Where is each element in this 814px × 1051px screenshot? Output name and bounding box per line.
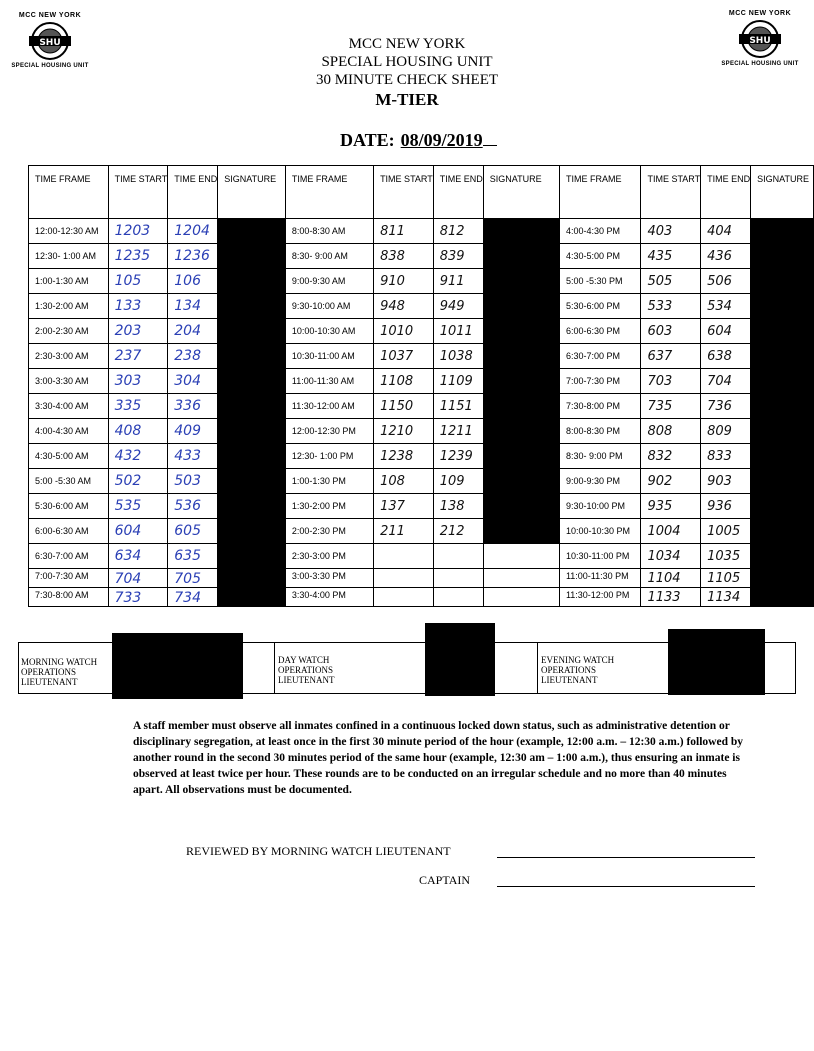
time-end-cell[interactable]: 949	[433, 294, 483, 319]
time-frame-cell: 5:00 -5:30 AM	[29, 469, 109, 494]
header-signature: SIGNATURE	[483, 166, 559, 219]
redacted-signature-cell[interactable]	[218, 494, 286, 519]
time-frame-cell: 3:00-3:30 PM	[285, 569, 373, 588]
redacted-day-signature	[425, 623, 495, 696]
table-row	[29, 419, 814, 444]
time-start-cell[interactable]: 237	[108, 344, 168, 369]
redacted-signature-cell[interactable]	[751, 269, 814, 294]
time-frame-cell: 11:00-11:30 AM	[285, 369, 373, 394]
header-time-start: TIME START	[641, 166, 701, 219]
header-signature: SIGNATURE	[218, 166, 286, 219]
time-end-cell[interactable]: 809	[701, 419, 751, 444]
time-end-cell[interactable]: 106	[168, 269, 218, 294]
time-start-cell[interactable]: 1235	[108, 244, 168, 269]
time-start-cell[interactable]: 1108	[374, 369, 434, 394]
time-start-cell[interactable]: 435	[641, 244, 701, 269]
table-row	[29, 344, 814, 369]
table-row	[29, 569, 814, 588]
redacted-signature-cell[interactable]	[483, 244, 559, 269]
time-frame-cell: 1:30-2:00 AM	[29, 294, 109, 319]
table-row	[29, 294, 814, 319]
time-start-cell[interactable]: 832	[641, 444, 701, 469]
redacted-signature-cell[interactable]	[751, 494, 814, 519]
time-start-cell[interactable]: 1004	[641, 519, 701, 544]
logo-bottom-text: SPECIAL HOUSING UNIT	[721, 61, 799, 67]
time-end-cell[interactable]: 436	[701, 244, 751, 269]
redacted-signature-cell[interactable]	[751, 544, 814, 569]
time-start-cell[interactable]: 733	[108, 588, 168, 607]
reviewed-signature-line[interactable]	[497, 857, 755, 858]
header-time-end: TIME END	[701, 166, 751, 219]
time-start-cell[interactable]: 910	[374, 269, 434, 294]
time-end-cell[interactable]: 1011	[433, 319, 483, 344]
time-end-cell[interactable]: 1105	[701, 569, 751, 588]
table-row	[29, 244, 814, 269]
signature-cell[interactable]	[483, 588, 559, 607]
time-start-cell[interactable]: 133	[108, 294, 168, 319]
time-end-cell[interactable]: 704	[701, 369, 751, 394]
time-end-cell[interactable]: 638	[701, 344, 751, 369]
header-time-end: TIME END	[433, 166, 483, 219]
captain-label: CAPTAIN	[419, 873, 471, 887]
time-end-cell[interactable]: 812	[433, 219, 483, 244]
time-frame-cell: 4:00-4:30 AM	[29, 419, 109, 444]
redacted-signature-cell[interactable]	[483, 494, 559, 519]
redacted-signature-cell[interactable]	[218, 344, 286, 369]
time-end-cell[interactable]: 336	[168, 394, 218, 419]
time-end-cell[interactable]: 1038	[433, 344, 483, 369]
time-start-cell[interactable]: 808	[641, 419, 701, 444]
time-frame-cell: 6:30-7:00 AM	[29, 544, 109, 569]
redacted-signature-cell[interactable]	[218, 369, 286, 394]
time-frame-cell: 10:00-10:30 PM	[559, 519, 641, 544]
time-end-cell[interactable]: 1134	[701, 588, 751, 607]
time-start-cell[interactable]: 637	[641, 344, 701, 369]
time-frame-cell: 12:30- 1:00 AM	[29, 244, 109, 269]
time-end-cell[interactable]: 503	[168, 469, 218, 494]
time-start-cell[interactable]: 1010	[374, 319, 434, 344]
title-line-3: 30 MINUTE CHECK SHEET	[315, 72, 499, 88]
redacted-signature-cell[interactable]	[218, 544, 286, 569]
redacted-signature-cell[interactable]	[751, 444, 814, 469]
time-end-cell[interactable]: 536	[168, 494, 218, 519]
redacted-signature-cell[interactable]	[751, 219, 814, 244]
day-lieutenant-label: DAY WATCH OPERATIONS LIEUTENANT	[278, 655, 335, 685]
time-end-cell[interactable]: 605	[168, 519, 218, 544]
time-frame-cell: 2:00-2:30 PM	[285, 519, 373, 544]
date-value: 08/09/2019	[400, 130, 483, 150]
logo-top-text: MCC NEW YORK	[728, 10, 792, 17]
time-frame-cell: 7:30-8:00 PM	[559, 394, 641, 419]
date-label: DATE:	[340, 130, 395, 150]
table-row	[29, 519, 814, 544]
time-end-cell[interactable]: 109	[433, 469, 483, 494]
header-time-frame: TIME FRAME	[559, 166, 641, 219]
time-start-cell[interactable]: 1150	[374, 394, 434, 419]
redacted-signature-cell[interactable]	[751, 519, 814, 544]
time-end-cell[interactable]: 635	[168, 544, 218, 569]
table-row	[29, 588, 814, 607]
time-frame-cell: 12:00-12:30 PM	[285, 419, 373, 444]
time-frame-cell: 10:30-11:00 PM	[559, 544, 641, 569]
time-start-cell[interactable]: 203	[108, 319, 168, 344]
check-table	[28, 165, 814, 607]
time-start-cell[interactable]: 137	[374, 494, 434, 519]
time-start-cell[interactable]: 838	[374, 244, 434, 269]
time-start-cell[interactable]: 1203	[108, 219, 168, 244]
header-time-frame: TIME FRAME	[285, 166, 373, 219]
table-row	[29, 469, 814, 494]
header-time-end: TIME END	[168, 166, 218, 219]
date-field	[340, 130, 497, 151]
table-row	[29, 319, 814, 344]
logo-bottom-text: SPECIAL HOUSING UNIT	[11, 63, 89, 69]
time-start-cell[interactable]: 303	[108, 369, 168, 394]
redacted-evening-signature	[668, 629, 765, 695]
evening-lieutenant-label: EVENING WATCH OPERATIONS LIEUTENANT	[541, 655, 615, 685]
time-frame-cell: 7:00-7:30 PM	[559, 369, 641, 394]
time-frame-cell: 8:00-8:30 AM	[285, 219, 373, 244]
signature-cell[interactable]	[483, 544, 559, 569]
time-start-cell[interactable]: 105	[108, 269, 168, 294]
time-start-cell[interactable]: 1238	[374, 444, 434, 469]
table-row	[29, 394, 814, 419]
table-row	[29, 269, 814, 294]
redacted-signature-cell[interactable]	[751, 244, 814, 269]
time-frame-cell: 4:30-5:00 AM	[29, 444, 109, 469]
time-end-cell[interactable]: 839	[433, 244, 483, 269]
time-frame-cell: 1:30-2:00 PM	[285, 494, 373, 519]
time-end-cell[interactable]: 1211	[433, 419, 483, 444]
time-frame-cell: 2:30-3:00 PM	[285, 544, 373, 569]
time-start-cell[interactable]: 211	[374, 519, 434, 544]
time-start-cell[interactable]: 502	[108, 469, 168, 494]
time-frame-cell: 4:00-4:30 PM	[559, 219, 641, 244]
svg-text:SHU: SHU	[39, 38, 61, 48]
reviewed-by-label: REVIEWED BY MORNING WATCH LIEUTENANT	[186, 844, 451, 858]
time-start-cell[interactable]: 505	[641, 269, 701, 294]
table-row	[29, 544, 814, 569]
logo-top-text: MCC NEW YORK	[18, 12, 82, 19]
time-start-cell[interactable]: 403	[641, 219, 701, 244]
time-end-cell[interactable]: 705	[168, 569, 218, 588]
time-frame-cell: 9:30-10:00 PM	[559, 494, 641, 519]
title-line-4: M-TIER	[375, 90, 439, 109]
time-start-cell[interactable]: 902	[641, 469, 701, 494]
time-end-cell[interactable]: 433	[168, 444, 218, 469]
time-start-cell[interactable]: 1104	[641, 569, 701, 588]
time-end-cell[interactable]: 1236	[168, 244, 218, 269]
time-start-cell[interactable]: 1034	[641, 544, 701, 569]
redacted-signature-cell[interactable]	[218, 244, 286, 269]
time-frame-cell: 3:30-4:00 PM	[285, 588, 373, 607]
policy-notice: A staff member must observe all inmates confined in a continuous locked down status, such as administrative detention or disciplinary segregation, at least once in the first 30 minute period of the hour (example, 12:00 a.m. – 12:30 a.m.) followed by another round in the second 30 minutes period of the same hour (example, 12:30 am – 1:00 a.m.), thus ensuring an inmate is observed at least twice per hour. These rounds are to be conducted on an irregular schedule and no more than 40 minutes apart. All observations must be documented.	[133, 720, 743, 796]
redacted-signature-cell[interactable]	[218, 469, 286, 494]
redacted-signature-cell[interactable]	[218, 444, 286, 469]
time-frame-cell: 3:30-4:00 AM	[29, 394, 109, 419]
time-end-cell[interactable]: 1239	[433, 444, 483, 469]
time-end-cell[interactable]: 734	[168, 588, 218, 607]
redacted-signature-cell[interactable]	[218, 569, 286, 588]
time-end-cell[interactable]: 534	[701, 294, 751, 319]
redacted-signature-cell[interactable]	[218, 519, 286, 544]
time-frame-cell: 6:30-7:00 PM	[559, 344, 641, 369]
time-end-cell[interactable]: 1151	[433, 394, 483, 419]
redacted-signature-cell[interactable]	[751, 344, 814, 369]
time-end-cell[interactable]: 1109	[433, 369, 483, 394]
redacted-signature-cell[interactable]	[483, 344, 559, 369]
redacted-signature-cell[interactable]	[483, 394, 559, 419]
time-start-cell[interactable]: 704	[108, 569, 168, 588]
time-frame-cell: 5:30-6:00 PM	[559, 294, 641, 319]
time-start-cell[interactable]	[374, 544, 434, 569]
time-frame-cell: 3:00-3:30 AM	[29, 369, 109, 394]
redacted-signature-cell[interactable]	[483, 294, 559, 319]
redacted-signature-cell[interactable]	[218, 319, 286, 344]
time-start-cell[interactable]	[374, 569, 434, 588]
redacted-signature-cell[interactable]	[218, 419, 286, 444]
time-start-cell[interactable]: 604	[108, 519, 168, 544]
redacted-signature-cell[interactable]	[483, 219, 559, 244]
time-start-cell[interactable]: 703	[641, 369, 701, 394]
redacted-signature-cell[interactable]	[483, 469, 559, 494]
redacted-signature-cell[interactable]	[751, 569, 814, 588]
time-start-cell[interactable]: 735	[641, 394, 701, 419]
time-frame-cell: 2:00-2:30 AM	[29, 319, 109, 344]
time-frame-cell: 7:30-8:00 AM	[29, 588, 109, 607]
redacted-signature-cell[interactable]	[751, 294, 814, 319]
redacted-signature-cell[interactable]	[483, 319, 559, 344]
time-end-cell[interactable]	[433, 544, 483, 569]
time-start-cell[interactable]: 432	[108, 444, 168, 469]
time-frame-cell: 9:00-9:30 PM	[559, 469, 641, 494]
time-frame-cell: 4:30-5:00 PM	[559, 244, 641, 269]
time-end-cell[interactable]: 409	[168, 419, 218, 444]
time-end-cell[interactable]: 404	[701, 219, 751, 244]
time-start-cell[interactable]: 634	[108, 544, 168, 569]
header-signature: SIGNATURE	[751, 166, 814, 219]
time-frame-cell: 9:00-9:30 AM	[285, 269, 373, 294]
header-row	[29, 166, 814, 219]
table-row	[29, 444, 814, 469]
captain-signature-line[interactable]	[497, 886, 755, 887]
time-start-cell[interactable]: 335	[108, 394, 168, 419]
time-frame-cell: 5:00 -5:30 PM	[559, 269, 641, 294]
redacted-signature-cell[interactable]	[751, 419, 814, 444]
time-end-cell[interactable]: 134	[168, 294, 218, 319]
time-start-cell[interactable]: 108	[374, 469, 434, 494]
title-line-2: SPECIAL HOUSING UNIT	[321, 54, 493, 70]
time-end-cell[interactable]: 736	[701, 394, 751, 419]
redacted-signature-cell[interactable]	[483, 519, 559, 544]
time-frame-cell: 11:30-12:00 AM	[285, 394, 373, 419]
time-end-cell[interactable]: 833	[701, 444, 751, 469]
morning-lieutenant-label: MORNING WATCH OPERATIONS LIEUTENANT	[21, 657, 98, 687]
time-frame-cell: 6:00-6:30 AM	[29, 519, 109, 544]
table-row	[29, 494, 814, 519]
time-start-cell[interactable]: 811	[374, 219, 434, 244]
time-end-cell[interactable]: 212	[433, 519, 483, 544]
time-start-cell[interactable]: 533	[641, 294, 701, 319]
title-line-1: MCC NEW YORK	[348, 36, 466, 52]
time-end-cell[interactable]	[433, 569, 483, 588]
time-end-cell[interactable]: 506	[701, 269, 751, 294]
redacted-signature-cell[interactable]	[483, 419, 559, 444]
time-end-cell[interactable]: 304	[168, 369, 218, 394]
time-frame-cell: 10:00-10:30 AM	[285, 319, 373, 344]
header-time-start: TIME START	[374, 166, 434, 219]
time-frame-cell: 10:30-11:00 AM	[285, 344, 373, 369]
time-frame-cell: 12:00-12:30 AM	[29, 219, 109, 244]
redacted-signature-cell[interactable]	[218, 394, 286, 419]
redacted-signature-cell[interactable]	[218, 294, 286, 319]
time-frame-cell: 11:30-12:00 PM	[559, 588, 641, 607]
time-end-cell[interactable]: 936	[701, 494, 751, 519]
time-frame-cell: 8:30- 9:00 PM	[559, 444, 641, 469]
table-row	[29, 369, 814, 394]
time-start-cell[interactable]: 948	[374, 294, 434, 319]
header-time-start: TIME START	[108, 166, 168, 219]
redacted-signature-cell[interactable]	[751, 319, 814, 344]
time-frame-cell: 5:30-6:00 AM	[29, 494, 109, 519]
time-start-cell[interactable]	[374, 588, 434, 607]
time-end-cell[interactable]: 903	[701, 469, 751, 494]
redacted-signature-cell[interactable]	[751, 394, 814, 419]
time-end-cell[interactable]: 911	[433, 269, 483, 294]
time-start-cell[interactable]: 603	[641, 319, 701, 344]
time-frame-cell: 1:00-1:30 AM	[29, 269, 109, 294]
time-end-cell[interactable]: 204	[168, 319, 218, 344]
time-frame-cell: 9:30-10:00 AM	[285, 294, 373, 319]
time-frame-cell: 12:30- 1:00 PM	[285, 444, 373, 469]
time-start-cell[interactable]: 1210	[374, 419, 434, 444]
time-frame-cell: 7:00-7:30 AM	[29, 569, 109, 588]
redacted-morning-signature	[112, 633, 243, 699]
time-start-cell[interactable]: 1037	[374, 344, 434, 369]
signature-cell[interactable]	[483, 569, 559, 588]
header-time-frame: TIME FRAME	[29, 166, 109, 219]
redacted-signature-cell[interactable]	[483, 369, 559, 394]
redacted-signature-cell[interactable]	[218, 219, 286, 244]
time-start-cell[interactable]: 1133	[641, 588, 701, 607]
time-start-cell[interactable]: 935	[641, 494, 701, 519]
redacted-signature-cell[interactable]	[751, 369, 814, 394]
time-frame-cell: 1:00-1:30 PM	[285, 469, 373, 494]
time-frame-cell: 6:00-6:30 PM	[559, 319, 641, 344]
time-frame-cell: 2:30-3:00 AM	[29, 344, 109, 369]
redacted-signature-cell[interactable]	[751, 588, 814, 607]
time-end-cell[interactable]: 604	[701, 319, 751, 344]
time-end-cell[interactable]: 1035	[701, 544, 751, 569]
time-start-cell[interactable]: 535	[108, 494, 168, 519]
redacted-signature-cell[interactable]	[483, 444, 559, 469]
time-frame-cell: 11:00-11:30 PM	[559, 569, 641, 588]
redacted-signature-cell[interactable]	[483, 269, 559, 294]
time-end-cell[interactable]: 1204	[168, 219, 218, 244]
time-end-cell[interactable]	[433, 588, 483, 607]
time-end-cell[interactable]: 138	[433, 494, 483, 519]
redacted-signature-cell[interactable]	[218, 588, 286, 607]
redacted-signature-cell[interactable]	[218, 269, 286, 294]
time-frame-cell: 8:30- 9:00 AM	[285, 244, 373, 269]
time-start-cell[interactable]: 408	[108, 419, 168, 444]
redacted-signature-cell[interactable]	[751, 469, 814, 494]
time-end-cell[interactable]: 238	[168, 344, 218, 369]
time-frame-cell: 8:00-8:30 PM	[559, 419, 641, 444]
table-row	[29, 219, 814, 244]
time-end-cell[interactable]: 1005	[701, 519, 751, 544]
svg-text:SHU: SHU	[749, 36, 771, 46]
